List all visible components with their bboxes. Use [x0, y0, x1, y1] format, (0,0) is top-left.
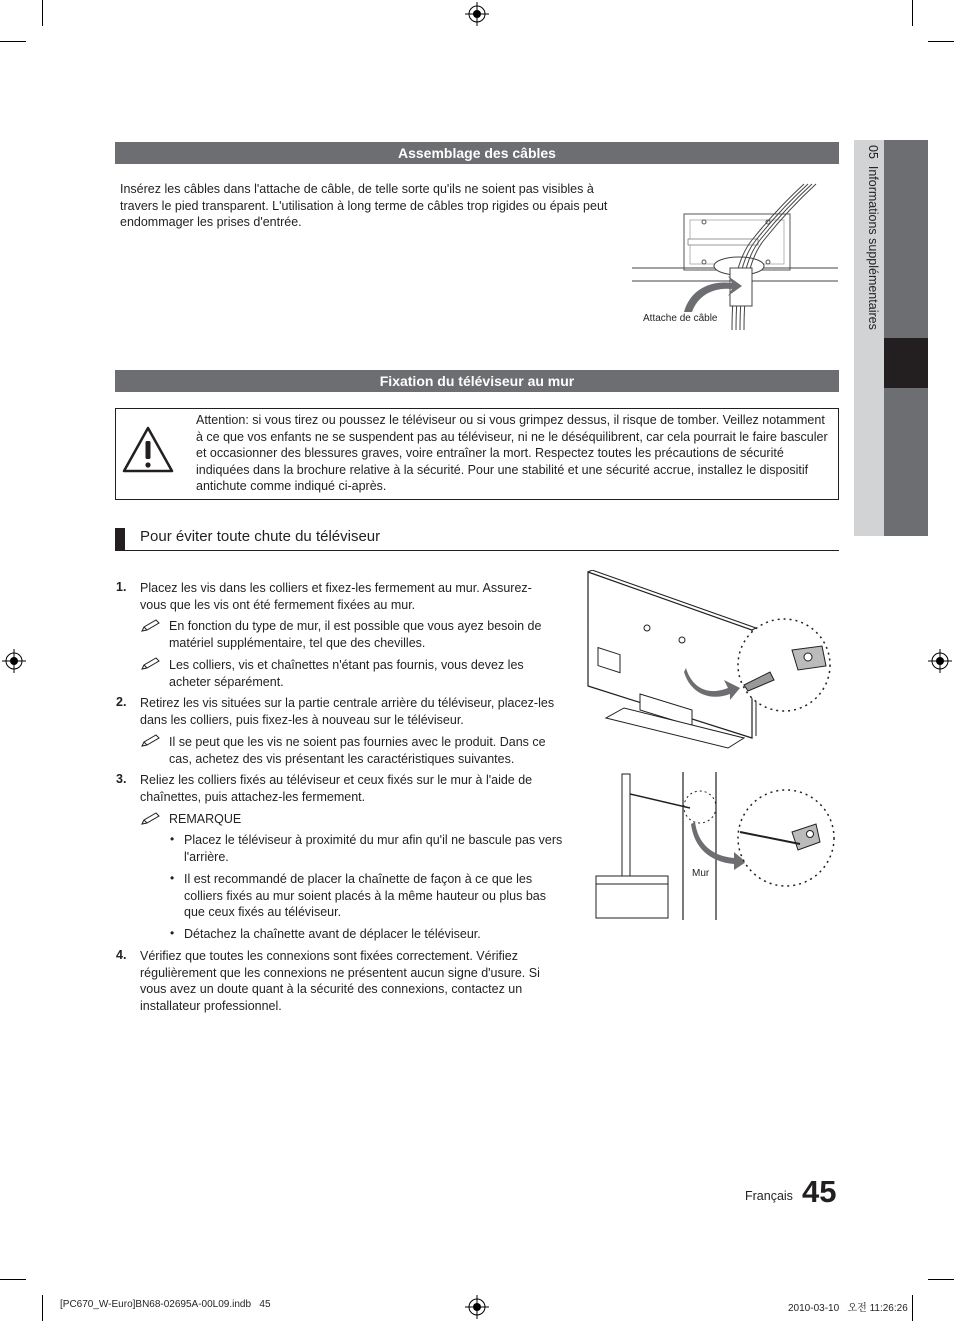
crop-mark: [912, 0, 913, 26]
bullet-text: Il est recommandé de placer la chaînette de façon à ce que les colliers fixés au mur soient placés à la même hauteur ou plus bas que ceux fixés au téléviseur.: [184, 872, 546, 920]
step-text: Retirez les vis situées sur la partie centrale arrière du téléviseur, placez-les dans les colliers, puis fixez-les à nouveau sur le téléviseur.: [140, 696, 555, 727]
registration-mark-icon: [2, 649, 26, 673]
wall-label: Mur: [692, 868, 710, 879]
warning-triangle-icon: [121, 425, 175, 475]
crop-mark: [42, 1295, 43, 1321]
remarque-label: REMARQUE: [169, 812, 242, 826]
note-pencil-icon: [141, 812, 161, 826]
note-pencil-icon: [141, 734, 161, 748]
registration-mark-icon: [465, 2, 489, 26]
step-text: Vérifiez que toutes les connexions sont fixées correctement. Vérifiez régulièrement que les connexions ne présentent aucun signe d'usure. Si vous avez un doute quant à la sécurité des connexions, contactez un installateur professionnel.: [140, 949, 540, 1013]
crop-mark: [0, 41, 26, 42]
crop-mark: [928, 1279, 954, 1280]
chapter-title: Informations supplémentaires: [866, 165, 880, 330]
subsection-marker: [115, 528, 125, 550]
side-tab-text: [860, 145, 880, 535]
crop-mark: [912, 1295, 913, 1321]
registration-mark-icon: [928, 649, 952, 673]
crop-mark: [42, 0, 43, 26]
footer-language: Français: [745, 1189, 793, 1203]
step-number: 4.: [116, 948, 127, 962]
side-tab-marker: [884, 338, 928, 388]
chapter-number: 05: [866, 145, 880, 159]
note-pencil-icon: [141, 619, 161, 633]
note-text: Les colliers, vis et chaînettes n'étant pas fournis, vous devez les acheter séparément.: [169, 658, 524, 689]
page-number: 45: [802, 1174, 837, 1209]
cable-tie-illustration: [632, 180, 838, 335]
warning-body: : si vous tirez ou poussez le téléviseur ou si vous grimpez dessus, il risque de tomber. Veillez notamment à ce que vos enfants ne se suspendent pas au téléviseur, ni ne le déséquilibrent, car cela pourrait le faire basculer et occasionner des blessures graves, voire entraîner la mort. Respectez toutes les précautions de sécurité indiquées dans la brochure relative à la sécurité. Pour une stabilité et une sécurité accrue, installez le dispositif antichute comme indiqué ci-après.: [196, 413, 828, 494]
section-title-cables: Assemblage des câbles: [115, 142, 839, 164]
footer-file: [PC670_W-Euro]BN68-02695A-00L09.indb 45: [60, 1299, 271, 1310]
crop-mark: [0, 1279, 26, 1280]
step-text: Reliez les colliers fixés au téléviseur et ceux fixés sur le mur à l'aide de chaînettes, puis attachez-les fermement.: [140, 773, 533, 804]
step-number: 2.: [116, 695, 127, 709]
note-text: Il se peut que les vis ne soient pas fournies avec le produit. Dans ce cas, achetez des vis présentant les caractéristiques suivantes.: [169, 735, 546, 766]
warning-label: Attention: [196, 413, 246, 427]
section-title-wall-mount: Fixation du téléviseur au mur: [115, 370, 839, 392]
cable-tie-label: Attache de câble: [643, 313, 718, 324]
bullet-dot: •: [170, 871, 175, 885]
cables-paragraph: Insérez les câbles dans l'attache de câble, de telle sorte qu'ils ne soient pas visibles à travers le pied transparent. L'utilisation à long terme de câbles trop rigides ou épais peut endommager les prises d'entrée.: [120, 182, 608, 230]
footer-timestamp: 2010-03-10 오전 11:26:26: [788, 1303, 908, 1314]
step-number: 1.: [116, 580, 127, 594]
registration-mark-icon: [465, 1295, 489, 1319]
subsection-rule: [115, 550, 839, 551]
bullet-dot: •: [170, 926, 175, 940]
crop-mark: [928, 41, 954, 42]
bullet-dot: •: [170, 832, 175, 846]
bullet-text: Placez le téléviseur à proximité du mur afin qu'il ne bascule pas vers l'arrière.: [184, 833, 563, 864]
tv-back-bracket-illustration: [584, 570, 836, 750]
note-text: En fonction du type de mur, il est possible que vous ayez besoin de matériel supplémentaire, tel que des chevilles.: [169, 619, 542, 650]
step-number: 3.: [116, 772, 127, 786]
bullet-text: Détachez la chaînette avant de déplacer le téléviseur.: [184, 927, 481, 941]
subsection-title: Pour éviter toute chute du téléviseur: [140, 528, 381, 545]
step-text: Placez les vis dans les colliers et fixez-les fermement au mur. Assurez-vous que les vis ont été fermement fixées au mur.: [140, 581, 532, 612]
tv-wall-chain-illustration: [594, 772, 836, 920]
note-pencil-icon: [141, 657, 161, 671]
warning-text: [196, 412, 830, 495]
